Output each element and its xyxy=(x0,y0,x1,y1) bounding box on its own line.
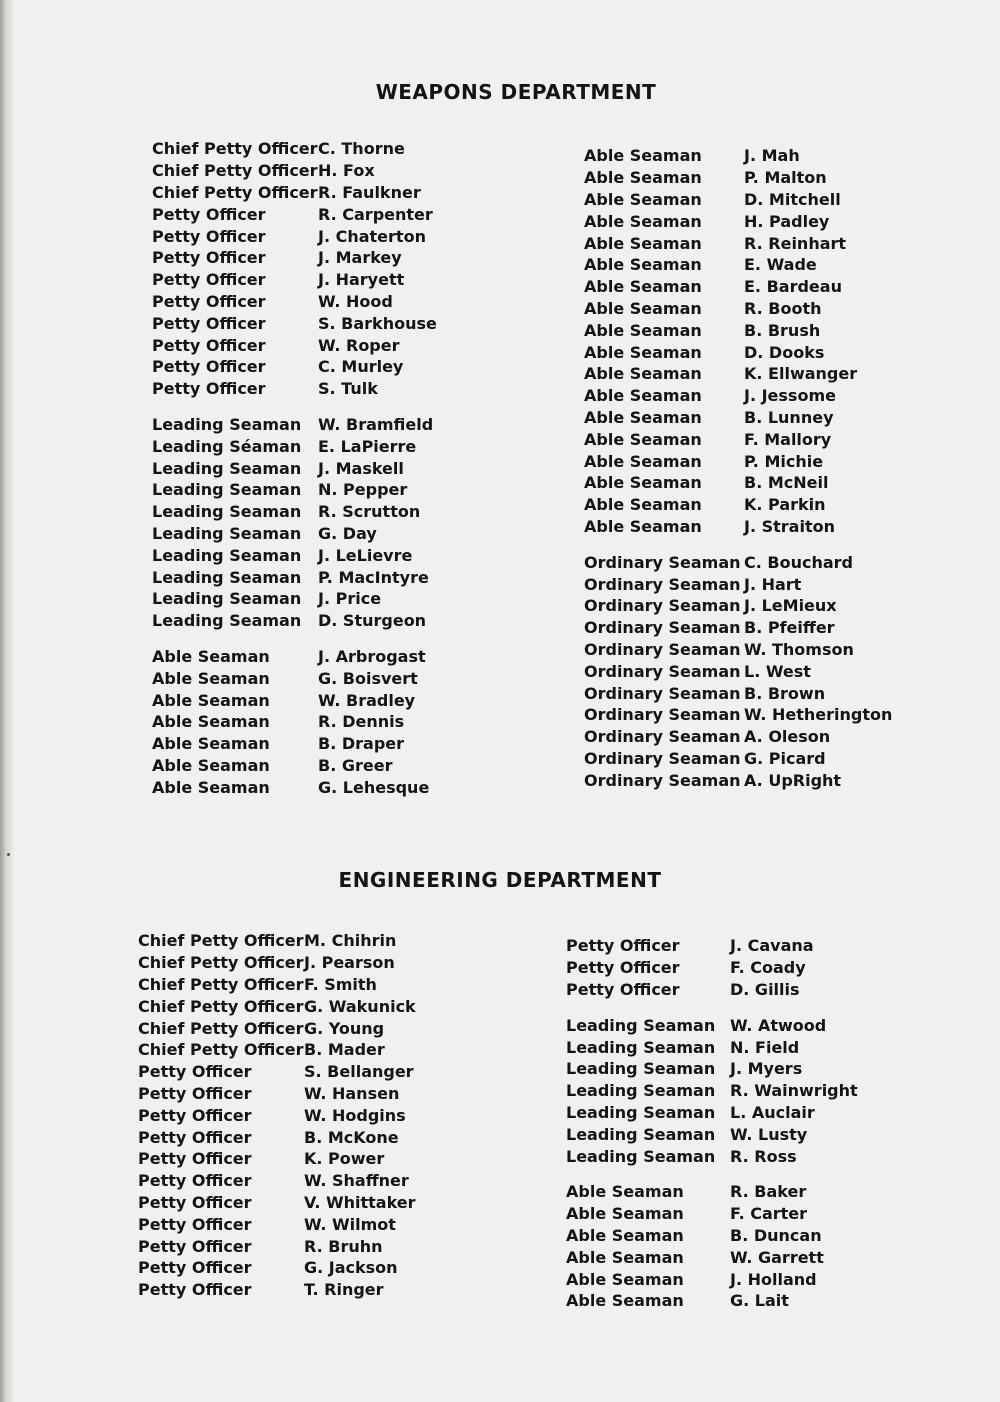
rank-label: Petty Officer xyxy=(152,226,266,246)
roster-row xyxy=(584,385,892,407)
rank-label: Able Seaman xyxy=(584,429,702,449)
rank-label: Petty Officer xyxy=(152,291,266,311)
crew-name: J. Arbrogast xyxy=(318,646,426,666)
crew-name: J. Straiton xyxy=(744,516,835,536)
crew-name: S. Barkhouse xyxy=(318,313,437,333)
rank-label: Ordinary Seaman xyxy=(584,552,741,572)
crew-name: W. Lusty xyxy=(730,1124,808,1144)
rank-label: Petty Officer xyxy=(138,1192,252,1212)
roster-row xyxy=(152,457,437,479)
rank-label: Chief Petty Officer xyxy=(138,974,304,994)
roster-row xyxy=(152,711,437,733)
roster-row xyxy=(152,203,437,225)
crew-name: J. Mah xyxy=(744,146,800,166)
rank-label: Able Seaman xyxy=(584,211,702,231)
rank-label: Able Seaman xyxy=(152,646,270,666)
crew-name: J. Price xyxy=(318,589,382,609)
rank-label: Chief Petty Officer xyxy=(138,1040,304,1060)
rank-label: Leading Seaman xyxy=(152,567,302,587)
roster-row xyxy=(138,952,416,974)
rank-label: Chief Petty Officer xyxy=(138,996,304,1016)
crew-name: R. Wainwright xyxy=(730,1081,858,1101)
roster-row xyxy=(152,291,437,313)
roster-row xyxy=(566,1225,858,1247)
roster-row xyxy=(584,494,892,516)
crew-name: W. Shaffner xyxy=(304,1171,409,1191)
crew-name: W. Thomson xyxy=(744,639,854,659)
roster-row xyxy=(152,269,437,291)
crew-name: K. Parkin xyxy=(744,495,826,515)
weapons-right-column xyxy=(584,145,892,805)
rank-label: Petty Officer xyxy=(138,1280,252,1300)
roster-row xyxy=(566,1102,858,1124)
roster-row xyxy=(138,930,416,952)
rank-label: Ordinary Seaman xyxy=(584,727,741,747)
crew-name: B. McKone xyxy=(304,1127,399,1147)
crew-name: D. Sturgeon xyxy=(318,611,427,631)
crew-name: R. Scrutton xyxy=(318,502,421,522)
crew-name: G. Lait xyxy=(730,1291,789,1311)
crew-name: B. Pfeiffer xyxy=(744,618,835,638)
crew-name: J. Cavana xyxy=(730,936,814,956)
rank-label: Petty Officer xyxy=(152,335,266,355)
rank-label: Able Seaman xyxy=(566,1204,684,1224)
roster-row xyxy=(138,1148,416,1170)
rank-group xyxy=(566,1014,858,1167)
rank-label: Petty Officer xyxy=(138,1083,252,1103)
rank-group xyxy=(584,145,892,537)
rank-label: Able Seaman xyxy=(584,277,702,297)
roster-row xyxy=(138,1039,416,1061)
crew-name: G. Wakunick xyxy=(304,996,416,1016)
crew-name: R. Carpenter xyxy=(318,204,433,224)
roster-row xyxy=(138,1235,416,1257)
crew-name: J. LeMieux xyxy=(744,596,837,616)
roster-row xyxy=(152,501,437,523)
crew-name: G. Boisvert xyxy=(318,668,418,688)
roster-row xyxy=(584,428,892,450)
rank-label: Leading Séaman xyxy=(152,436,302,456)
crew-name: R. Booth xyxy=(744,298,822,318)
rank-label: Able Seaman xyxy=(584,516,702,536)
rank-label: Able Seaman xyxy=(584,189,702,209)
crew-name: L. Auclair xyxy=(730,1102,815,1122)
roster-row xyxy=(138,1279,416,1301)
crew-name: B. Lunney xyxy=(744,407,834,427)
rank-label: Ordinary Seaman xyxy=(584,661,741,681)
rank-group xyxy=(152,414,437,632)
crew-name: J. Pearson xyxy=(304,953,395,973)
roster-row xyxy=(584,210,892,232)
roster-row xyxy=(584,595,892,617)
crew-name: G. Day xyxy=(318,523,377,543)
roster-row xyxy=(584,617,892,639)
crew-name: J. Myers xyxy=(730,1059,803,1079)
roster-row xyxy=(566,957,858,979)
rank-label: Petty Officer xyxy=(566,958,680,978)
roster-row xyxy=(152,312,437,334)
rank-label: Able Seaman xyxy=(152,690,270,710)
rank-label: Petty Officer xyxy=(566,936,680,956)
rank-label: Able Seaman xyxy=(566,1247,684,1267)
crew-name: R. Bruhn xyxy=(304,1236,383,1256)
roster-row xyxy=(566,1145,858,1167)
crew-name: N. Field xyxy=(730,1037,800,1057)
roster-row xyxy=(566,1181,858,1203)
roster-row xyxy=(566,979,858,1001)
crew-name: F. Coady xyxy=(730,958,806,978)
crew-name: S. Tulk xyxy=(318,379,378,399)
crew-name: J. Hart xyxy=(744,574,802,594)
rank-label: Able Seaman xyxy=(584,386,702,406)
rank-label: Leading Seaman xyxy=(566,1037,716,1057)
rank-label: Petty Officer xyxy=(138,1258,252,1278)
crew-name: B. Brown xyxy=(744,683,826,703)
rank-label: Able Seaman xyxy=(584,407,702,427)
roster-row xyxy=(584,189,892,211)
rank-label: Ordinary Seaman xyxy=(584,705,741,725)
roster-row xyxy=(566,1080,858,1102)
crew-name: G. Young xyxy=(304,1018,385,1038)
rank-label: Petty Officer xyxy=(152,379,266,399)
roster-row xyxy=(584,450,892,472)
rank-label: Chief Petty Officer xyxy=(138,931,304,951)
rank-label: Able Seaman xyxy=(584,146,702,166)
crew-name: E. Wade xyxy=(744,255,817,275)
roster-row xyxy=(152,138,437,160)
engineering-left-column xyxy=(138,930,416,1315)
crew-name: B. Draper xyxy=(318,734,405,754)
roster-row xyxy=(566,1246,858,1268)
rank-label: Petty Officer xyxy=(566,979,680,999)
rank-label: Leading Seaman xyxy=(566,1059,716,1079)
crew-name: C. Thorne xyxy=(318,139,405,159)
roster-row xyxy=(138,1017,416,1039)
rank-label: Able Seaman xyxy=(584,364,702,384)
rank-label: Leading Seaman xyxy=(152,414,302,434)
rank-label: Chief Petty Officer xyxy=(152,139,318,159)
rank-group xyxy=(152,138,437,400)
rank-label: Leading Seaman xyxy=(566,1015,716,1035)
rank-label: Petty Officer xyxy=(152,248,266,268)
roster-row xyxy=(584,573,892,595)
roster-row xyxy=(584,254,892,276)
rank-label: Petty Officer xyxy=(138,1214,252,1234)
weapons-department-title: WEAPONS DEPARTMENT xyxy=(375,80,657,104)
roster-row xyxy=(138,974,416,996)
rank-label: Able Seaman xyxy=(584,342,702,362)
crew-name: W. Wilmot xyxy=(304,1214,396,1234)
rank-group xyxy=(566,1181,858,1312)
rank-label: Able Seaman xyxy=(584,473,702,493)
rank-label: Able Seaman xyxy=(566,1269,684,1289)
crew-name: H. Fox xyxy=(318,161,375,181)
crew-name: R. Ross xyxy=(730,1146,797,1166)
crew-name: B. Duncan xyxy=(730,1225,822,1245)
rank-label: Petty Officer xyxy=(138,1105,252,1125)
crew-name: P. Michie xyxy=(744,451,824,471)
roster-row xyxy=(152,523,437,545)
crew-name: W. Roper xyxy=(318,335,400,355)
rank-label: Leading Seaman xyxy=(566,1102,716,1122)
roster-row xyxy=(152,378,437,400)
crew-name: W. Hood xyxy=(318,291,393,311)
rank-label: Ordinary Seaman xyxy=(584,596,741,616)
roster-row xyxy=(566,935,858,957)
roster-row xyxy=(584,276,892,298)
roster-row xyxy=(138,1126,416,1148)
crew-name: J. Haryett xyxy=(318,270,405,290)
rank-label: Leading Seaman xyxy=(152,611,302,631)
rank-label: Petty Officer xyxy=(152,270,266,290)
rank-label: Chief Petty Officer xyxy=(138,1018,304,1038)
rank-label: Chief Petty Officer xyxy=(152,161,318,181)
crew-name: E. Bardeau xyxy=(744,277,842,297)
rank-group xyxy=(152,646,437,799)
crew-name: J. Markey xyxy=(318,248,402,268)
rank-label: Ordinary Seaman xyxy=(584,618,741,638)
rank-group xyxy=(138,930,416,1301)
crew-name: K. Power xyxy=(304,1149,385,1169)
rank-label: Petty Officer xyxy=(138,1236,252,1256)
roster-row xyxy=(152,435,437,457)
roster-row xyxy=(138,1257,416,1279)
crew-name: E. LaPierre xyxy=(318,436,417,456)
crew-name: L. West xyxy=(744,661,811,681)
roster-row xyxy=(152,414,437,436)
crew-name: S. Bellanger xyxy=(304,1062,414,1082)
roster-row xyxy=(152,334,437,356)
crew-name: W. Bradley xyxy=(318,690,416,710)
page-binding-edge xyxy=(0,0,14,1402)
crew-name: H. Padley xyxy=(744,211,830,231)
roster-row xyxy=(584,516,892,538)
roster-row xyxy=(584,472,892,494)
rank-label: Able Seaman xyxy=(152,734,270,754)
rank-label: Able Seaman xyxy=(566,1291,684,1311)
roster-row xyxy=(584,726,892,748)
roster-row xyxy=(584,232,892,254)
crew-name: B. Greer xyxy=(318,755,393,775)
rank-label: Able Seaman xyxy=(584,298,702,318)
crew-name: F. Mallory xyxy=(744,429,832,449)
roster-row xyxy=(152,225,437,247)
crew-name: K. Ellwanger xyxy=(744,364,858,384)
rank-label: Able Seaman xyxy=(152,755,270,775)
roster-row xyxy=(138,1061,416,1083)
rank-label: Leading Seaman xyxy=(152,589,302,609)
roster-row xyxy=(584,298,892,320)
rank-label: Leading Seaman xyxy=(566,1146,716,1166)
crew-name: D. Dooks xyxy=(744,342,825,362)
crew-name: B. McNeil xyxy=(744,473,829,493)
roster-row xyxy=(584,319,892,341)
roster-row xyxy=(138,1170,416,1192)
crew-name: F. Smith xyxy=(304,974,377,994)
crew-name: W. Hansen xyxy=(304,1083,400,1103)
crew-name: A. UpRight xyxy=(744,770,842,790)
crew-name: W. Garrett xyxy=(730,1247,824,1267)
roster-row xyxy=(584,551,892,573)
crew-name: J. LeLievre xyxy=(318,545,413,565)
crew-name: J. Jessome xyxy=(744,386,836,406)
crew-name: R. Baker xyxy=(730,1182,807,1202)
crew-name: P. MacIntyre xyxy=(318,567,429,587)
roster-row xyxy=(138,995,416,1017)
rank-label: Petty Officer xyxy=(138,1149,252,1169)
roster-row xyxy=(152,566,437,588)
roster-row xyxy=(152,160,437,182)
crew-name: V. Whittaker xyxy=(304,1192,416,1212)
rank-label: Chief Petty Officer xyxy=(138,953,304,973)
rank-label: Ordinary Seaman xyxy=(584,639,741,659)
rank-group xyxy=(566,935,858,1000)
crew-name: R. Dennis xyxy=(318,712,405,732)
roster-row xyxy=(584,341,892,363)
crew-name: G. Lehesque xyxy=(318,777,430,797)
crew-name: J. Holland xyxy=(730,1269,817,1289)
crew-name: B. Brush xyxy=(744,320,821,340)
crew-name: P. Malton xyxy=(744,168,827,188)
rank-label: Ordinary Seaman xyxy=(584,574,741,594)
crew-name: A. Oleson xyxy=(744,727,831,747)
rank-label: Leading Seaman xyxy=(152,480,302,500)
roster-row xyxy=(152,733,437,755)
rank-label: Able Seaman xyxy=(584,320,702,340)
rank-label: Able Seaman xyxy=(152,777,270,797)
crew-name: G. Picard xyxy=(744,748,826,768)
rank-label: Ordinary Seaman xyxy=(584,748,741,768)
rank-label: Petty Officer xyxy=(152,313,266,333)
rank-label: Able Seaman xyxy=(584,495,702,515)
roster-row xyxy=(584,639,892,661)
roster-row xyxy=(566,1203,858,1225)
crew-name: J. Maskell xyxy=(318,458,404,478)
rank-label: Able Seaman xyxy=(584,451,702,471)
rank-label: Petty Officer xyxy=(152,204,266,224)
rank-label: Leading Seaman xyxy=(152,502,302,522)
roster-row xyxy=(584,363,892,385)
roster-row xyxy=(566,1014,858,1036)
rank-label: Able Seaman xyxy=(152,712,270,732)
page-speck xyxy=(7,853,10,856)
rank-label: Leading Seaman xyxy=(152,458,302,478)
rank-label: Petty Officer xyxy=(138,1171,252,1191)
crew-name: W. Hetherington xyxy=(744,705,893,725)
crew-name: B. Mader xyxy=(304,1040,385,1060)
rank-label: Petty Officer xyxy=(152,357,266,377)
roster-row xyxy=(584,167,892,189)
roster-row xyxy=(152,755,437,777)
rank-label: Able Seaman xyxy=(566,1182,684,1202)
crew-name: W. Atwood xyxy=(730,1015,827,1035)
engineering-department-title: ENGINEERING DEPARTMENT xyxy=(338,868,662,892)
rank-label: Leading Seaman xyxy=(566,1124,716,1144)
crew-name: W. Hodgins xyxy=(304,1105,406,1125)
rank-label: Leading Seaman xyxy=(566,1081,716,1101)
rank-label: Able Seaman xyxy=(566,1225,684,1245)
roster-row xyxy=(152,610,437,632)
roster-row xyxy=(584,660,892,682)
rank-label: Leading Seaman xyxy=(152,545,302,565)
roster-row xyxy=(152,776,437,798)
roster-row xyxy=(138,1083,416,1105)
roster-row xyxy=(152,667,437,689)
roster-row xyxy=(584,704,892,726)
roster-row xyxy=(584,145,892,167)
roster-row xyxy=(138,1213,416,1235)
roster-row xyxy=(584,407,892,429)
roster-row xyxy=(566,1290,858,1312)
crew-name: J. Chaterton xyxy=(318,226,426,246)
rank-label: Ordinary Seaman xyxy=(584,683,741,703)
roster-row xyxy=(152,689,437,711)
roster-row xyxy=(566,1123,858,1145)
crew-name: C. Bouchard xyxy=(744,552,853,572)
rank-label: Petty Officer xyxy=(138,1062,252,1082)
rank-label: Able Seaman xyxy=(584,168,702,188)
roster-row xyxy=(152,356,437,378)
crew-name: N. Pepper xyxy=(318,480,408,500)
rank-label: Chief Petty Officer xyxy=(152,182,318,202)
roster-row xyxy=(584,748,892,770)
roster-row xyxy=(138,1192,416,1214)
rank-label: Ordinary Seaman xyxy=(584,770,741,790)
roster-row xyxy=(566,1036,858,1058)
roster-row xyxy=(566,1058,858,1080)
rank-label: Leading Seaman xyxy=(152,523,302,543)
crew-name: G. Jackson xyxy=(304,1258,398,1278)
crew-name: C. Murley xyxy=(318,357,404,377)
roster-row xyxy=(152,182,437,204)
rank-label: Able Seaman xyxy=(152,668,270,688)
rank-group xyxy=(584,551,892,791)
crew-name: D. Mitchell xyxy=(744,189,841,209)
roster-row xyxy=(152,588,437,610)
crew-name: D. Gillis xyxy=(730,979,800,999)
roster-row xyxy=(584,682,892,704)
crew-name: W. Bramfield xyxy=(318,414,434,434)
crew-name: R. Reinhart xyxy=(744,233,847,253)
engineering-right-column xyxy=(566,935,858,1326)
crew-name: F. Carter xyxy=(730,1204,808,1224)
crew-name: R. Faulkner xyxy=(318,182,421,202)
roster-row xyxy=(566,1268,858,1290)
roster-row xyxy=(152,544,437,566)
roster-row xyxy=(152,646,437,668)
roster-row xyxy=(152,479,437,501)
rank-label: Able Seaman xyxy=(584,255,702,275)
weapons-left-column xyxy=(152,138,437,812)
rank-label: Petty Officer xyxy=(138,1127,252,1147)
roster-row xyxy=(584,769,892,791)
roster-row xyxy=(138,1104,416,1126)
crew-name: T. Ringer xyxy=(304,1280,384,1300)
roster-row xyxy=(152,247,437,269)
rank-label: Able Seaman xyxy=(584,233,702,253)
crew-name: M. Chihrin xyxy=(304,931,397,951)
